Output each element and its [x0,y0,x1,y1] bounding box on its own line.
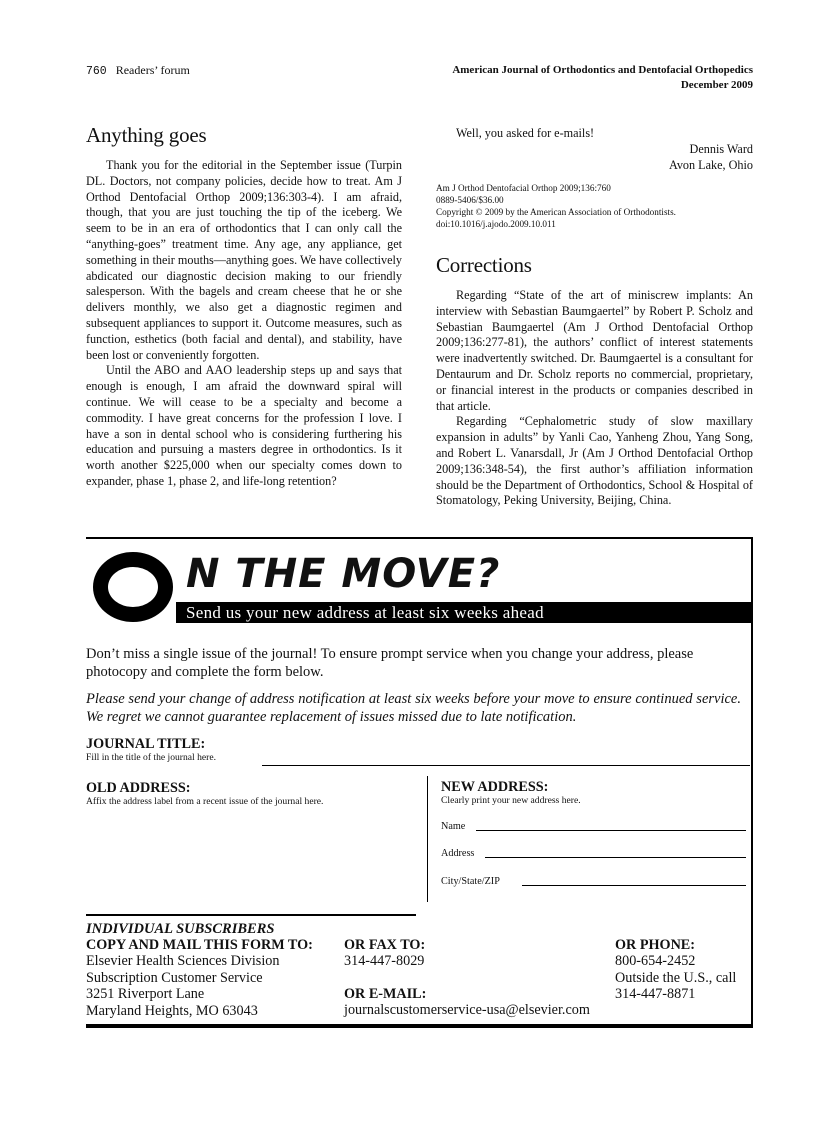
running-header-right [452,63,753,93]
subscribers-label: INDIVIDUAL SUBSCRIBERS [86,921,275,937]
mail-contact [86,937,313,1019]
section-name: Readers’ forum [115,63,190,77]
logo-title: N THE MOVE? [186,551,501,597]
fax-heading: OR FAX TO: [344,937,426,953]
journal-title-hint: Fill in the title of the journal here. [86,752,217,763]
new-address-hint: Clearly print your new address here. [441,795,581,806]
new-address-label: NEW ADDRESS: [441,779,549,795]
letter-paragraph-2: Until the ABO and AAO leadership steps up and says that enough is enough, I am afraid the downward spiral will continue. We will cease to be a specialty and become a commodity. I have great concerns for the profession I love. I have a son in dental school who is considering furthering his education and pursuing a masters degree in orthodontics. Is it worth another $225,000 when our specialty comes down to expander, phase 1, phase 2, and life-long retention? [86,363,402,488]
logo-o-ring [93,552,173,622]
journal-title-label: JOURNAL TITLE: [86,736,206,752]
phone-heading: OR PHONE: [615,937,695,953]
page-number: 760 [86,65,107,78]
letter-closing: Well, you asked for e-mails! [456,126,595,140]
name-field-label: Name [441,821,466,832]
form-banner: Send us your new address at least six weeks ahead [176,602,753,623]
journal-title-block [86,736,216,764]
mail-line: Subscription Customer Service [86,969,263,986]
corrections-paragraph-2: Regarding “Cephalometric study of slow maxillary expansion in adults” by Yanli Cao, Yanheng Zhou, Yang Song, and Robert L. Vanarsdall, Jr (Am J Orthod Dentofacial Orthop 2009;136:348-54), the first author’s affiliation information should be the Department of Orthodontics, School & Hospital of Stomatology, Peking University, Beijing, China. [436,414,753,508]
address-divider [427,776,428,902]
citation-line: Copyright © 2009 by the American Association of Orthodontists. [436,207,676,217]
letter-author: Dennis Ward [689,142,753,156]
citation-line: Am J Orthod Dentofacial Orthop 2009;136:760 [436,183,611,193]
corrections-title: Corrections [436,253,532,277]
old-address-block[interactable] [86,780,323,808]
old-address-hint: Affix the address label from a recent issue of the journal here. [86,796,324,807]
phone-number: 800-654-2452 [615,953,696,970]
address-field-label: Address [441,848,475,859]
running-header-left [86,63,190,78]
right-column [436,123,753,509]
address-input[interactable] [485,857,746,858]
letter-column [86,123,402,490]
letter-location: Avon Lake, Ohio [668,158,753,172]
old-address-label: OLD ADDRESS: [86,780,191,796]
mail-line: Elsevier Health Sciences Division [86,953,280,970]
mail-line: Maryland Heights, MO 63043 [86,1002,258,1019]
phone-outside-number: 314-447-8871 [615,986,696,1003]
new-address-block [441,779,581,807]
letter-title: Anything goes [86,123,207,147]
mail-heading: COPY AND MAIL THIS FORM TO: [86,937,313,953]
letter-paragraph-1: Thank you for the editorial in the September issue (Turpin DL. Doctors, not company policies, decide how to treat. Am J Orthod Dentofacial Orthop 2009;136:303-4). I am afraid, though, that you are just touching the tip of the iceberg. We seem to be in an era of orthodontics that I can only call the “anything-goes” treatment time. Any age, any appliance, get something in their mouths—anything goes. We have collectively abdicated our diagnostic decision making to our friendly salesperson. With the bagels and cream cheese that he or she delivers monthly, we also get a diagnostic regimen and subsequent appliances to support it. Outcome measures, such as function, esthetics (both facial and dental), and stability, have been lost or conveniently forgotten. [86,158,402,362]
phone-outside-label: Outside the U.S., call [615,969,737,986]
fax-contact [344,937,425,970]
journal-name: American Journal of Orthodontics and Dentofacial Orthopedics [452,64,753,76]
citation-block [436,182,753,230]
email-heading: OR E-MAIL: [344,986,427,1002]
city-field-label: City/State/ZIP [441,876,500,887]
fax-number: 314-447-8029 [344,953,425,970]
phone-contact [615,937,736,1003]
name-input[interactable] [476,830,746,831]
form-notice: Please send your change of address notification at least six weeks before your move to ensure continued service. We regret we cannot guarantee replacement of issues missed due to late notification. [86,691,741,725]
issue-date: December 2009 [680,79,753,91]
journal-title-input[interactable] [262,765,750,766]
mail-line: 3251 Riverport Lane [86,986,205,1003]
form-intro: Don’t miss a single issue of the journal! To ensure prompt service when you change your address, please photocopy and complete the form below. [86,646,694,680]
email-contact [344,986,590,1019]
subscribers-rule [86,914,416,916]
citation-line: 0889-5406/$36.00 [436,195,504,205]
corrections-paragraph-1: Regarding “State of the art of miniscrew implants: An interview with Sebastian Baumgaertel” by Robert P. Scholz and Sebastian Baumgaertel (Am J Orthod Dentofacial Orthop 2009;136:277-81), the authors’ conflict of interest statements were inadvertently switched. Dr. Baumgaertel is a consultant for Dentaurum and Dr. Scholz reports no commercial, proprietary, or financial interest in the products or companies described in that article. [436,288,753,413]
city-state-zip-input[interactable] [522,885,746,886]
doi-link[interactable]: doi:10.1016/j.ajodo.2009.10.011 [436,219,556,229]
email-address-link[interactable]: journalscustomerservice-usa@elsevier.com [344,1002,590,1019]
